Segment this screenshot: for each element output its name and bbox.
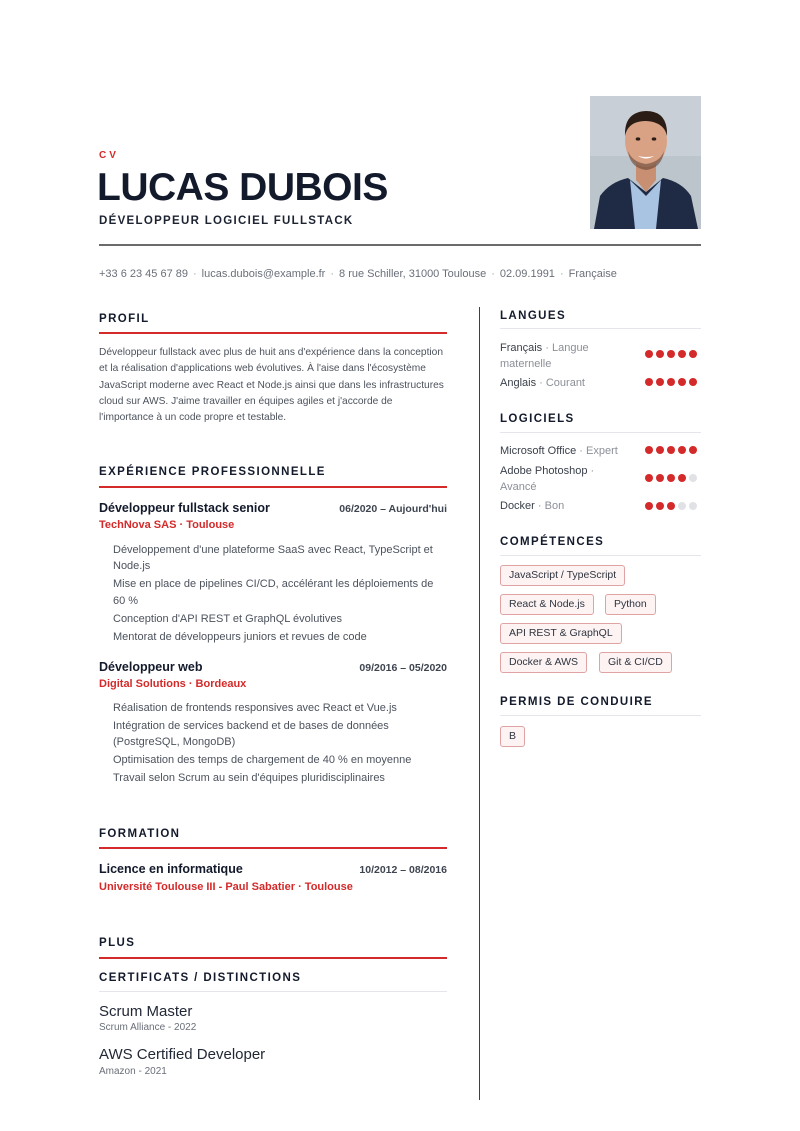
- software-2: Adobe Photoshop · Avancé: [500, 465, 595, 493]
- software-1-level: Expert: [586, 445, 618, 457]
- contact-birthdate: 02.09.1991: [499, 268, 555, 280]
- language-1: Français · Langue maternelle: [500, 342, 589, 370]
- list-item: Mentorat de développeurs juniors et revues de code: [113, 630, 367, 643]
- contact-address: 8 rue Schiller, 31000 Toulouse: [339, 268, 487, 280]
- list-item: Optimisation des temps de chargement de 40 % en moyenne: [113, 754, 412, 767]
- list-item: Intégration de services backend et de bases de données (PostgreSQL, MongoDB): [113, 720, 389, 749]
- rating-dot-filled: [689, 350, 697, 358]
- contact-separator: ·: [559, 268, 564, 280]
- skill-tag: Python: [605, 594, 656, 615]
- language-2: Anglais · Courant: [500, 377, 585, 389]
- skill-tag: React & Node.js: [500, 594, 594, 615]
- software-2-name: Adobe Photoshop: [500, 465, 588, 477]
- skill-tag: JavaScript / TypeScript: [500, 565, 625, 586]
- software-3-level: Bon: [544, 500, 565, 512]
- rating-dot-filled: [645, 474, 653, 482]
- skill-tag: Docker & AWS: [500, 652, 587, 673]
- language-1-level: Langue maternelle: [500, 342, 589, 370]
- software-divider: [500, 432, 701, 433]
- cv-label: CV: [99, 150, 119, 161]
- profile-divider: [99, 332, 447, 334]
- languages-section-title: LANGUES: [500, 310, 567, 322]
- plus-section-title: PLUS: [99, 937, 136, 949]
- rating-dot-filled: [656, 378, 664, 386]
- software-1-rating: [645, 446, 697, 454]
- rating-dot-filled: [678, 446, 686, 454]
- job-2-bullets: [113, 700, 447, 788]
- job-1-dates: 06/2020 – Aujourd'hui: [339, 503, 447, 515]
- rating-dot-filled: [667, 378, 675, 386]
- education-dates: 10/2012 – 08/2016: [359, 864, 447, 876]
- education-degree: Licence en informatique: [99, 862, 243, 876]
- rating-dot-filled: [645, 350, 653, 358]
- license-divider: [500, 715, 701, 716]
- rating-dot-filled: [667, 350, 675, 358]
- job-2-title: Développeur web: [99, 660, 203, 674]
- contact-separator: ·: [491, 268, 495, 280]
- software-section-title: LOGICIELS: [500, 413, 575, 425]
- rating-dot-filled: [656, 350, 664, 358]
- job-1-title: Développeur fullstack senior: [99, 501, 270, 515]
- job-1-company: TechNova SAS · Toulouse: [99, 519, 235, 531]
- contact-phone: +33 6 23 45 67 89: [99, 268, 188, 280]
- certificates-title: CERTIFICATS / DISTINCTIONS: [99, 972, 302, 984]
- rating-dot-filled: [678, 378, 686, 386]
- profile-section-title: PROFIL: [99, 313, 150, 325]
- software-2-rating: [645, 474, 697, 482]
- contact-nationality: Française: [568, 268, 617, 280]
- profile-text: Développeur fullstack avec plus de huit ans d'expérience dans la conception et la réalisation d'applications web évolutives. À l'aise dans l'écosystème JavaScript moderne avec React et Node.js ainsi que dans les infrastructures cloud sur AWS. J'aime travailler en équipes agiles et j'accorde de l'importance à un code propre et testable.: [99, 347, 444, 424]
- contact-line: [99, 268, 617, 280]
- job-2-dates: 09/2016 – 05/2020: [359, 662, 447, 674]
- job-2-company: Digital Solutions · Bordeaux: [99, 678, 247, 690]
- skill-tag: Git & CI/CD: [599, 652, 672, 673]
- profile-photo: [590, 96, 701, 229]
- rating-dot-filled: [689, 446, 697, 454]
- languages-divider: [500, 328, 701, 329]
- plus-divider: [99, 957, 447, 959]
- rating-dot-empty: [678, 502, 686, 510]
- license-tag: B: [500, 726, 525, 747]
- contact-separator: ·: [193, 268, 197, 280]
- rating-dot-empty: [689, 502, 697, 510]
- rating-dot-filled: [678, 350, 686, 358]
- candidate-name: LUCAS DUBOIS: [97, 166, 388, 209]
- column-divider: [479, 307, 480, 1100]
- rating-dot-filled: [656, 474, 664, 482]
- certificates-divider: [99, 991, 447, 992]
- skills-section-title: COMPÉTENCES: [500, 536, 605, 548]
- rating-dot-filled: [689, 378, 697, 386]
- software-1-name: Microsoft Office: [500, 445, 577, 457]
- rating-dot-filled: [678, 474, 686, 482]
- skill-tag: API REST & GraphQL: [500, 623, 622, 644]
- list-item: Mise en place de pipelines CI/CD, accélérant les déploiements de 60 %: [113, 578, 434, 607]
- certificate-1-issuer: Scrum Alliance - 2022: [99, 1022, 197, 1033]
- language-1-rating: [645, 350, 697, 358]
- rating-dot-filled: [656, 502, 664, 510]
- certificate-1-name: Scrum Master: [99, 1003, 193, 1020]
- license-section-title: PERMIS DE CONDUIRE: [500, 696, 653, 708]
- education-section-title: FORMATION: [99, 828, 181, 840]
- rating-dot-empty: [689, 474, 697, 482]
- rating-dot-filled: [645, 378, 653, 386]
- rating-dot-filled: [645, 446, 653, 454]
- certificate-2-name: AWS Certified Developer: [99, 1046, 266, 1063]
- list-item: Conception d'API REST et GraphQL évolutives: [113, 612, 342, 625]
- job-title: DÉVELOPPEUR LOGICIEL FULLSTACK: [99, 215, 354, 227]
- rating-dot-filled: [645, 502, 653, 510]
- software-3-name: Docker: [500, 500, 535, 512]
- header-divider: [99, 244, 701, 246]
- list-item: Travail selon Scrum au sein d'équipes pluridisciplinaires: [113, 772, 385, 785]
- software-2-level: Avancé: [500, 481, 537, 493]
- job-1-bullets: [113, 542, 447, 647]
- list-item: Développement d'une plateforme SaaS avec React, TypeScript et Node.js: [113, 544, 433, 573]
- list-item: Réalisation de frontends responsives avec React et Vue.js: [113, 702, 397, 714]
- software-1: Microsoft Office · Expert: [500, 445, 618, 457]
- certificate-2-issuer: Amazon - 2021: [99, 1066, 167, 1077]
- experience-section-title: EXPÉRIENCE PROFESSIONNELLE: [99, 466, 326, 478]
- language-2-name: Anglais: [500, 377, 537, 389]
- language-1-name: Français: [500, 342, 543, 354]
- rating-dot-filled: [656, 446, 664, 454]
- education-school: Université Toulouse III - Paul Sabatier · Toulouse: [99, 881, 353, 893]
- language-2-level: Courant: [545, 377, 585, 389]
- education-divider: [99, 847, 447, 849]
- rating-dot-filled: [667, 502, 675, 510]
- rating-dot-filled: [667, 474, 675, 482]
- contact-email: lucas.dubois@example.fr: [201, 268, 326, 280]
- language-2-rating: [645, 378, 697, 386]
- experience-divider: [99, 486, 447, 488]
- rating-dot-filled: [667, 446, 675, 454]
- skills-divider: [500, 555, 701, 556]
- software-3: Docker · Bon: [500, 500, 565, 512]
- software-3-rating: [645, 502, 697, 510]
- contact-separator: ·: [330, 268, 335, 280]
